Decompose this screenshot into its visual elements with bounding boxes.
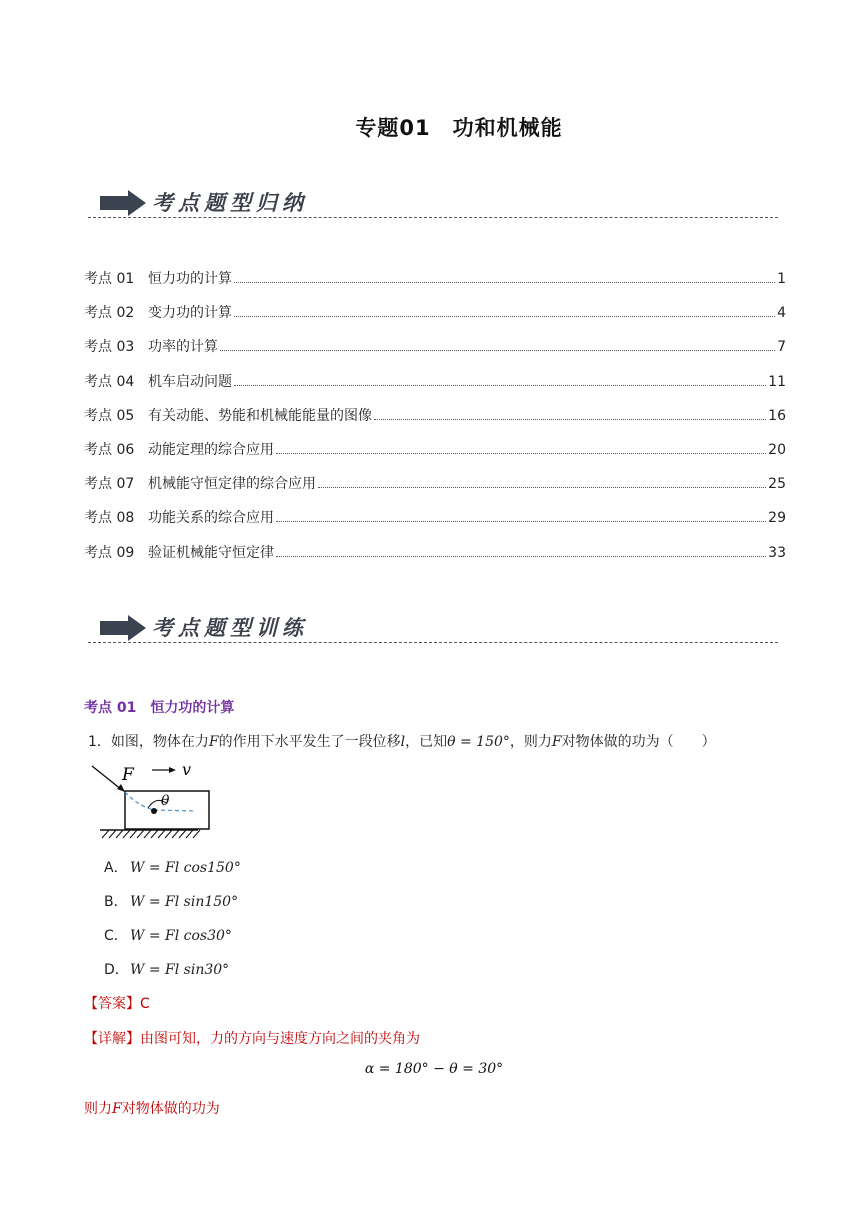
toc-leader <box>276 555 766 557</box>
toc-item[interactable] <box>84 405 786 439</box>
option-c[interactable] <box>104 925 232 945</box>
toc-num: 考点 04 <box>84 373 135 390</box>
toc-num: 考点 06 <box>84 441 135 458</box>
toc-page: 33 <box>768 544 786 561</box>
option-expression: W = Fl cos150° <box>130 860 241 876</box>
toc-num: 考点 09 <box>84 544 135 561</box>
detail-label: 【详解】 <box>84 1031 140 1047</box>
question-text: ，则力 <box>509 734 552 750</box>
conclusion-text: 对物体做的功为 <box>121 1101 220 1117</box>
section-label: 考点题型训练 <box>152 615 308 640</box>
page-title <box>0 112 868 142</box>
toc-text: 机械能守恒定律的综合应用 <box>148 476 316 493</box>
formula <box>0 1061 868 1077</box>
answer-value: C <box>140 996 150 1012</box>
toc-num: 考点 01 <box>84 271 135 287</box>
toc-leader <box>220 349 775 351</box>
toc-text: 恒力功的计算 <box>148 271 232 287</box>
toc-text: 验证机械能守恒定律 <box>148 544 274 561</box>
force-line-extension <box>125 792 154 810</box>
toc-text: 功能关系的综合应用 <box>148 510 274 527</box>
toc-leader <box>234 384 766 386</box>
toc-leader <box>276 520 766 522</box>
title-main: 功和机械能 <box>452 116 563 140</box>
theta-value: θ = 150° <box>447 734 510 750</box>
explanation <box>84 1028 420 1048</box>
question-stem <box>88 731 788 751</box>
kaodian-num: 考点 01 <box>84 700 137 716</box>
horizontal-reference <box>154 810 196 811</box>
toc-leader <box>318 486 766 488</box>
option-letter: D． <box>104 962 129 978</box>
toc-page: 20 <box>768 441 786 458</box>
answer <box>84 993 150 1013</box>
kaodian-heading <box>84 697 234 717</box>
velocity-arrow-head <box>169 767 176 773</box>
table-of-contents <box>84 268 786 576</box>
option-letter: C． <box>104 928 128 944</box>
question-number: 1． <box>88 734 111 750</box>
option-expression: W = Fl sin150° <box>130 894 239 910</box>
question-text: 对物体做的功为（ ） <box>561 734 716 750</box>
toc-page: 7 <box>777 339 786 356</box>
angle-label: θ <box>161 793 170 809</box>
toc-text: 变力功的计算 <box>148 305 232 322</box>
option-expression: W = Fl sin30° <box>130 962 230 978</box>
force-arrow-head <box>117 784 125 792</box>
force-arrow <box>92 766 122 790</box>
toc-page: 1 <box>777 271 786 287</box>
toc-text: 功率的计算 <box>148 339 218 356</box>
arrow-icon <box>98 189 148 217</box>
force-diagram <box>90 758 210 846</box>
toc-page: 16 <box>768 407 786 424</box>
title-prefix: 专题01 <box>355 116 431 140</box>
ground-hatching <box>102 830 200 838</box>
formula-text: α = 180° − θ = 30° <box>364 1061 504 1077</box>
toc-num: 考点 07 <box>84 476 135 493</box>
toc-num: 考点 05 <box>84 407 135 424</box>
toc-leader <box>234 281 775 283</box>
toc-text: 动能定理的综合应用 <box>148 441 274 458</box>
toc-num: 考点 03 <box>84 339 135 356</box>
toc-num: 考点 02 <box>84 305 135 322</box>
velocity-label: v <box>182 760 192 779</box>
symbol-f: F <box>551 734 562 750</box>
question-text: ，已知 <box>405 734 448 750</box>
section-heading-training <box>88 610 778 650</box>
option-letter: A． <box>104 860 128 876</box>
symbol-f: F <box>208 734 219 750</box>
arrow-icon <box>98 614 148 642</box>
conclusion-text: 则力 <box>84 1101 112 1117</box>
option-b[interactable] <box>104 891 238 911</box>
toc-item[interactable] <box>84 302 786 336</box>
centre-dot <box>151 808 157 814</box>
toc-leader <box>276 452 766 454</box>
toc-item[interactable] <box>84 371 786 405</box>
toc-page: 29 <box>768 510 786 527</box>
toc-item[interactable] <box>84 268 786 302</box>
option-letter: B． <box>104 894 128 910</box>
question-text: 的作用下水平发生了一段位移 <box>218 734 401 750</box>
force-label: F <box>122 765 134 785</box>
conclusion <box>84 1098 220 1118</box>
symbol-l: l <box>400 734 406 750</box>
toc-page: 4 <box>777 305 786 322</box>
toc-item[interactable] <box>84 439 786 473</box>
question-text: 如图，物体在力 <box>110 734 209 750</box>
toc-item[interactable] <box>84 473 786 507</box>
toc-item[interactable] <box>84 542 786 576</box>
toc-text: 有关动能、势能和机械能能量的图像 <box>148 407 372 424</box>
option-a[interactable] <box>104 857 241 877</box>
option-expression: W = Fl cos30° <box>130 928 232 944</box>
divider <box>88 217 778 218</box>
toc-item[interactable] <box>84 336 786 370</box>
toc-num: 考点 08 <box>84 510 135 527</box>
toc-page: 25 <box>768 476 786 493</box>
answer-label: 【答案】 <box>84 996 140 1012</box>
toc-item[interactable] <box>84 507 786 541</box>
symbol-f: F <box>112 1101 122 1117</box>
divider <box>88 642 778 643</box>
toc-leader <box>374 418 766 420</box>
toc-text: 机车启动问题 <box>148 373 232 390</box>
detail-text: 由图可知，力的方向与速度方向之间的夹角为 <box>140 1031 420 1047</box>
kaodian-text: 恒力功的计算 <box>150 700 235 716</box>
section-heading-summary <box>88 185 778 225</box>
option-d[interactable] <box>104 959 229 979</box>
toc-page: 11 <box>768 373 786 390</box>
toc-leader <box>234 315 775 317</box>
section-label: 考点题型归纳 <box>152 190 308 215</box>
